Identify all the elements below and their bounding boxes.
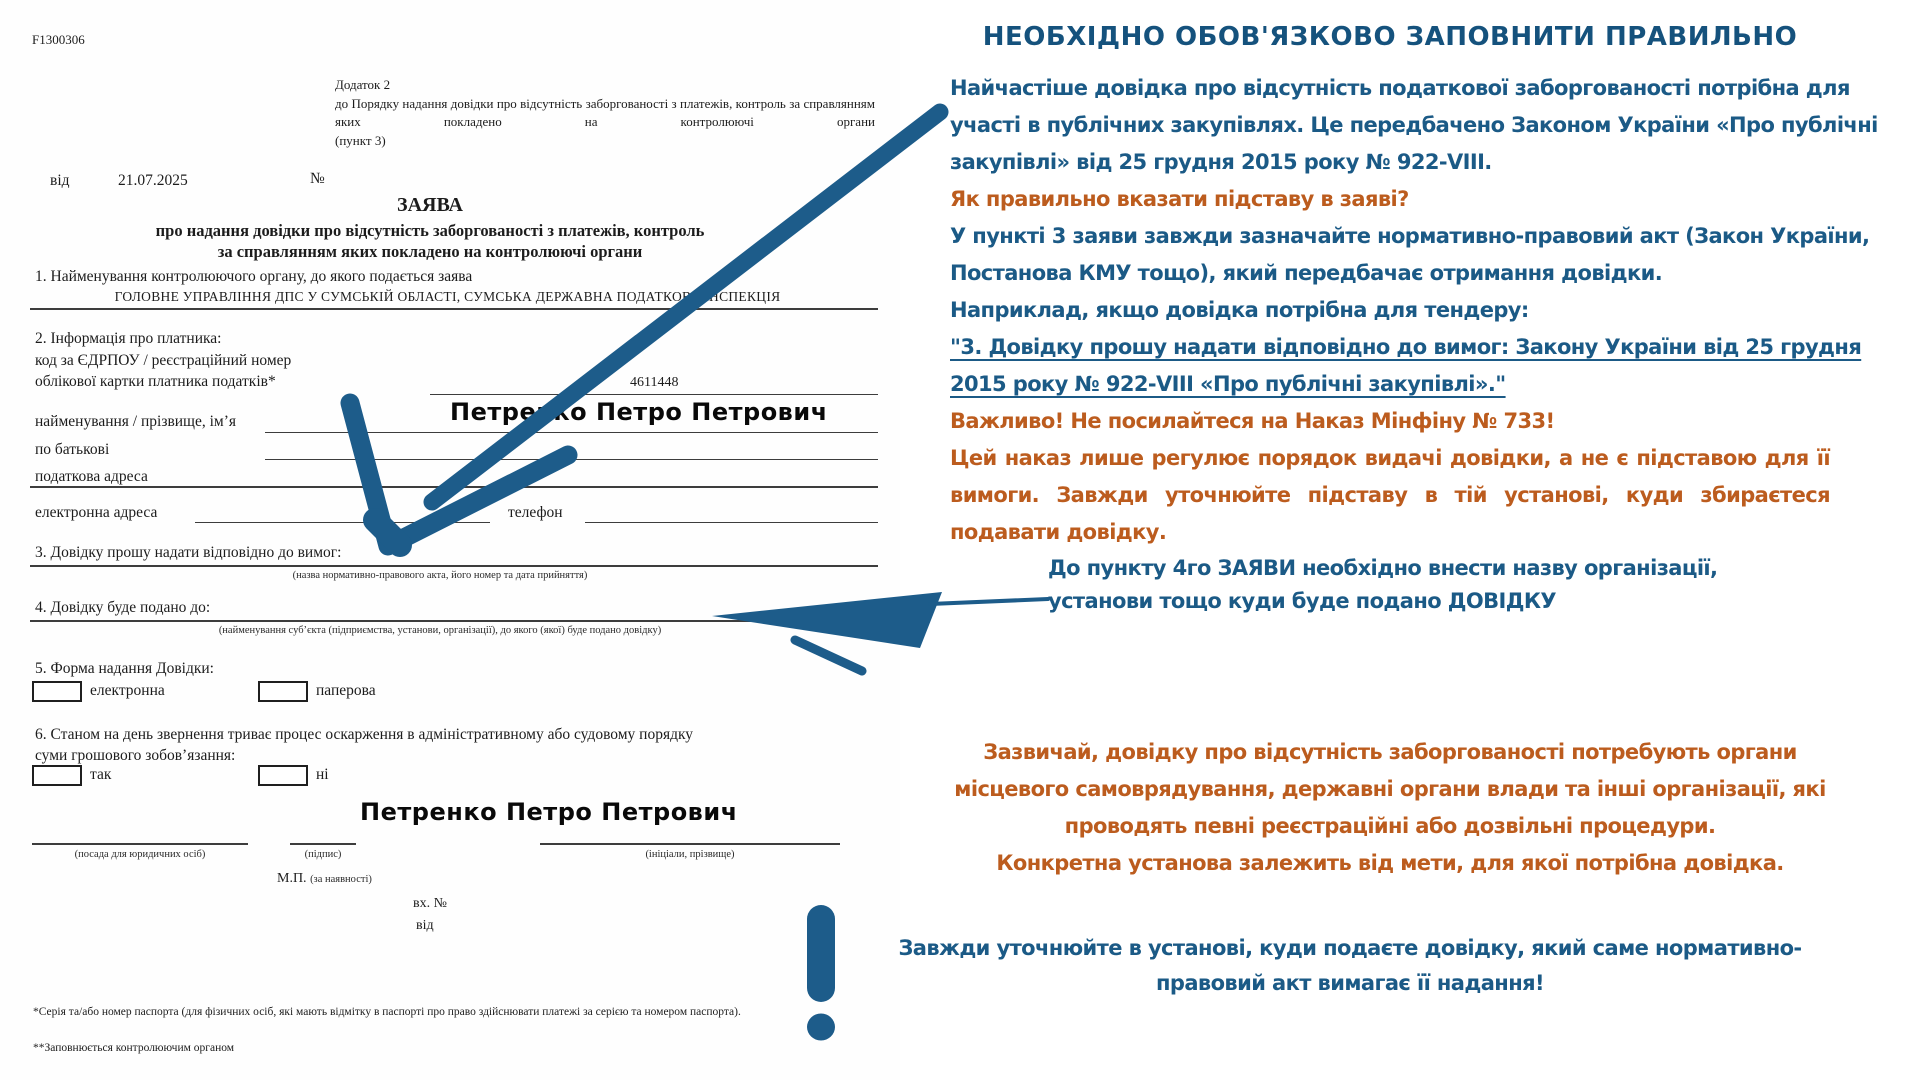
section4-label: 4. Довідку буде подано до: <box>35 599 211 616</box>
guide-usual-line: проводять певні реєстраційні або дозвільні процедури. <box>1064 814 1716 838</box>
payer-name-label-line2: по батькові <box>35 441 110 458</box>
guide-callout-line: установи тощо куди буде подано ДОВІДКУ <box>1048 589 1557 613</box>
edrpou-label-line1: код за ЄДРПОУ / реєстраційний номер <box>35 352 292 369</box>
section6-label-line2: суми грошового зобов’язання: <box>35 747 236 764</box>
signature-caption-signature: (підпис) <box>304 849 342 860</box>
guide-warning-title: Важливо! Не посилайтеся на Наказ Мінфіну № 733! <box>950 409 1555 433</box>
email-label: електронна адреса <box>35 504 158 521</box>
section2-label: 2. Інформація про платника: <box>35 330 222 347</box>
option-paper-label: паперова <box>316 682 376 699</box>
guide-question: Як правильно вказати підставу в заяві? <box>950 187 1409 211</box>
appendix-item: (пункт 3) <box>335 132 386 148</box>
checkbox-yes[interactable] <box>32 765 82 786</box>
appendix-line: Додаток 2 <box>335 77 391 92</box>
payer-name-label-line1: найменування / прізвище, ім’я <box>35 413 237 430</box>
option-electronic-label: електронна <box>90 682 165 699</box>
checkbox-no[interactable] <box>258 765 308 786</box>
payer-name-filled-value: Петренко Петро Петрович <box>450 398 828 426</box>
guide-example-quote-line: "3. Довідку прошу надати відповідно до вимог: Закону України від 25 грудня <box>950 335 1862 359</box>
date-from-label: від <box>50 172 70 189</box>
guide-final-line: правовий акт вимагає її надання! <box>1155 971 1544 995</box>
guide-paragraph3-line: Постанова КМУ тощо), який передбачає отримання довідки. <box>950 261 1663 285</box>
section6-label-line1: 6. Станом на день звернення триває процес оскарження в адміністративному або судовому порядку <box>35 726 694 743</box>
number-label: № <box>310 170 325 187</box>
guide-usual-line: Зазвичай, довідку про відсутність заборгованості потребують органи <box>983 740 1797 764</box>
checkbox-electronic[interactable] <box>32 681 82 702</box>
incoming-number-label: вх. № <box>413 896 447 911</box>
guide-warning-line: подавати довідку. <box>950 520 1167 544</box>
guide-final-line: Завжди уточнюйте в установі, куди подаєте довідку, який саме нормативно- <box>898 936 1802 960</box>
appendix-body: до Порядку надання довідки про відсутність заборгованості з платежів, контроль за справлянням яких покладено на контролюючі органи <box>335 95 875 129</box>
section3-label: 3. Довідку прошу надати відповідно до вимог: <box>35 544 342 561</box>
checkbox-paper[interactable] <box>258 681 308 702</box>
signature-caption-initials: (ініціали, прізвище) <box>645 849 735 860</box>
guide-title: НЕОБХІДНО ОБОВ'ЯЗКОВО ЗАПОВНИТИ ПРАВИЛЬНО <box>982 22 1798 52</box>
guide-warning-line: Цей наказ лише регулює порядок видачі довідки, а не є підставою для її <box>950 446 1830 470</box>
guide-usual-line: місцевого самоврядування, державні органи влади та інші організації, які <box>954 777 1826 801</box>
section1-label: 1. Найменування контролюючого органу, до якого подається заява <box>35 268 473 285</box>
edrpou-value: 4611448 <box>630 375 679 390</box>
phone-label: телефон <box>508 504 563 521</box>
form-subtitle-line2: за справлянням яких покладено на контролюючі органи <box>217 242 643 261</box>
guide-paragraph1-line: закупівлі» від 25 грудня 2015 року № 922-VIII. <box>950 150 1492 174</box>
date-value: 21.07.2025 <box>118 172 188 189</box>
incoming-date-label: від <box>416 918 434 933</box>
guide-paragraph1-line: участі в публічних закупівлях. Це передбачено Законом України «Про публічні <box>950 113 1878 137</box>
guide-callout-line: До пункту 4го ЗАЯВИ необхідно внести назву організації, <box>1048 556 1718 580</box>
stamp-label: М.П. (за наявності) <box>277 871 372 886</box>
section4-caption: (найменування суб’єкта (підприємства, установи, організації), до якого (якої) буде подано довідку) <box>218 625 662 636</box>
guide-example-intro: Наприклад, якщо довідка потрібна для тендеру: <box>950 298 1529 322</box>
form-subtitle-line1: про надання довідки про відсутність заборгованості з платежів, контроль <box>155 221 705 240</box>
guide-paragraph3-line: У пункті 3 заяви завжди зазначайте нормативно-правовий акт (Закон України, <box>950 224 1870 248</box>
option-no-label: ні <box>316 766 329 783</box>
section5-label: 5. Форма надання Довідки: <box>35 660 214 677</box>
section3-caption: (назва нормативно-правового акта, його номер та дата прийняття) <box>292 570 588 581</box>
guide-warning-line: вимоги. Завжди уточнюйте підставу в тій установі, куди збираєтеся <box>950 483 1830 507</box>
tax-address-label: податкова адреса <box>35 468 148 485</box>
guide-example-quote-line: 2015 року № 922-VIII «Про публічні закупівлі»." <box>950 372 1506 396</box>
guide-paragraph1-line: Найчастіше довідка про відсутність податкової заборгованості потрібна для <box>950 76 1850 100</box>
option-yes-label: так <box>90 766 112 783</box>
application-form-document <box>0 0 900 1080</box>
signature-caption-position: (посада для юридичних осіб) <box>74 849 206 860</box>
signature-name-filled-value: Петренко Петро Петрович <box>360 798 738 826</box>
form-title: ЗАЯВА <box>397 194 463 216</box>
footnote-authority: **Заповнюється контролюючим органом <box>33 1042 235 1054</box>
form-code: F1300306 <box>32 32 85 47</box>
footnote-passport: *Серія та/або номер паспорта (для фізичних осіб, які мають відмітку в паспорті про право здійснювати платежі за серією та номером паспорта). <box>33 1006 741 1018</box>
section1-value: ГОЛОВНЕ УПРАВЛІННЯ ДПС У СУМСЬКІЙ ОБЛАСТІ, СУМСЬКА ДЕРЖАВНА ПОДАТКОВА ІНСПЕКЦІЯ <box>114 289 781 304</box>
guide-usual-line: Конкретна установа залежить від мети, для якої потрібна довідка. <box>996 851 1784 875</box>
edrpou-label-line2: облікової картки платника податків* <box>35 373 276 390</box>
form-appendix-block <box>335 76 875 150</box>
